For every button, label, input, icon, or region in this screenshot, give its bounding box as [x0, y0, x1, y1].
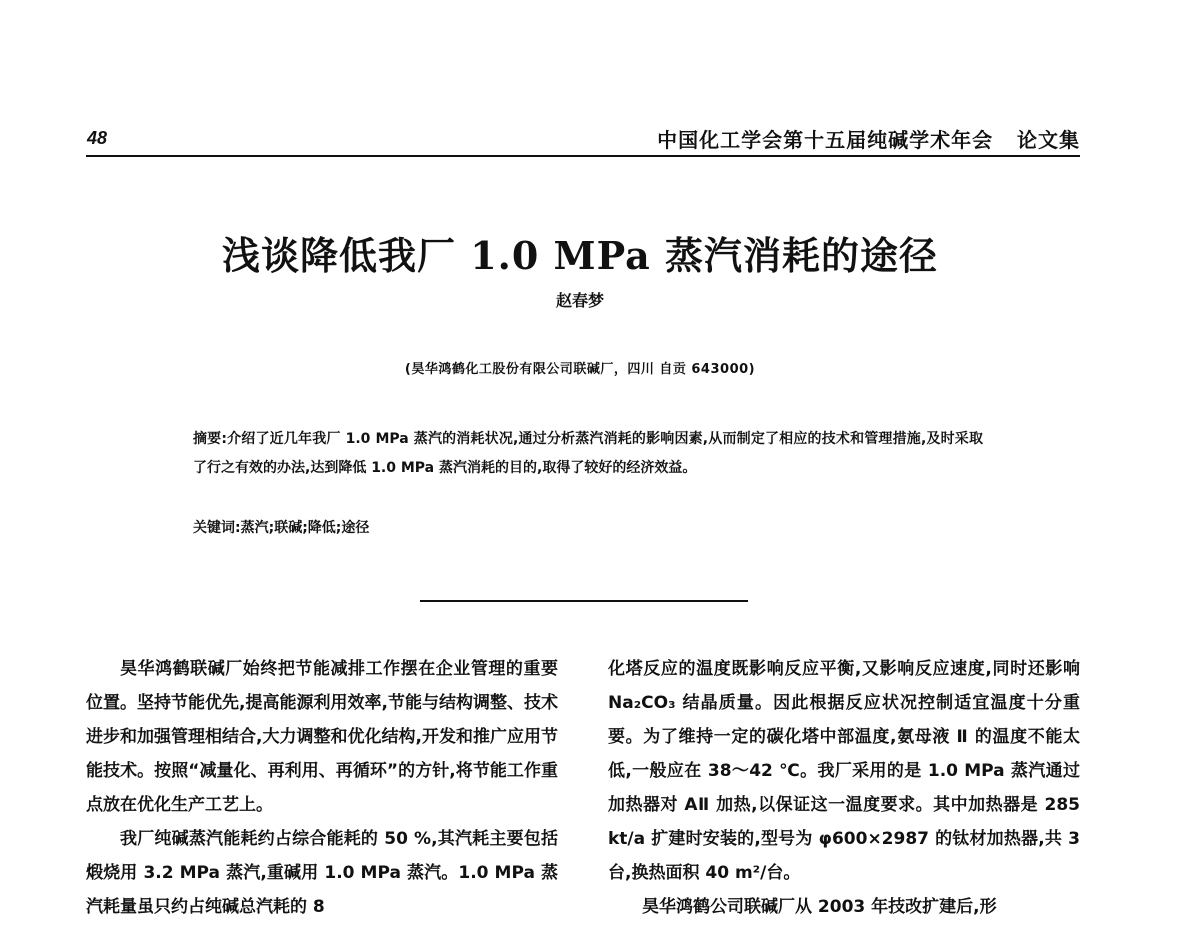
body-column-right: [608, 652, 1080, 924]
paragraph: 化塔反应的温度既影响反应平衡,又影响反应速度,同时还影响 Na₂CO₃ 结晶质量。因此根据反应状况控制适宜温度十分重要。为了维持一定的碳化塔中部温度,氨母液 Ⅱ 的温度不能太低,一般应在 38～42 ℃。我厂采用的是 1.0 MPa 蒸汽通过加热器对 AⅡ 加热,以保证这一温度要求。其中加热器是 285 kt/a 扩建时安装的,型号为 φ600×2987 的钛材加热器,共 3 台,换热面积 40 m²/台。: [608, 659, 1080, 883]
keywords: 关键词:蒸汽;联碱;降低;途径: [193, 520, 370, 536]
paragraph: 昊华鸿鹤公司联碱厂从 2003 年技改扩建后,形: [642, 897, 997, 917]
abstract: 摘要:介绍了近几年我厂 1.0 MPa 蒸汽的消耗状况,通过分析蒸汽消耗的影响因素,从而制定了相应的技术和管理措施,及时采取了行之有效的办法,达到降低 1.0 MPa 蒸汽消耗的目的,取得了较好的经济效益。: [193, 431, 983, 476]
paragraph: 我厂纯碱蒸汽能耗约占综合能耗的 50 %,其汽耗主要包括煅烧用 3.2 MPa 蒸汽,重碱用 1.0 MPa 蒸汽。1.0 MPa 蒸汽耗量虽只约占纯碱总汽耗的 8: [86, 829, 558, 917]
running-header: 中国化工学会第十五届纯碱学术年会 论文集: [657, 128, 1080, 152]
paragraph: 昊华鸿鹤联碱厂始终把节能减排工作摆在企业管理的重要位置。坚持节能优先,提高能源利用效率,节能与结构调整、技术进步和加强管理相结合,大力调整和优化结构,开发和推广应用节能技术。按照“减量化、再利用、再循环”的方针,将节能工作重点放在优化生产工艺上。: [86, 659, 558, 815]
author-affiliation: (昊华鸿鹤化工股份有限公司联碱厂，四川 自贡 643000): [404, 362, 756, 377]
header-rule: [86, 155, 1080, 157]
article-title: 浅谈降低我厂 1.0 MPa 蒸汽消耗的途径: [221, 233, 939, 279]
section-divider: [420, 600, 748, 602]
author-name: 赵春梦: [555, 291, 604, 310]
body-column-left: [86, 652, 558, 924]
page-number: 48: [87, 128, 108, 148]
